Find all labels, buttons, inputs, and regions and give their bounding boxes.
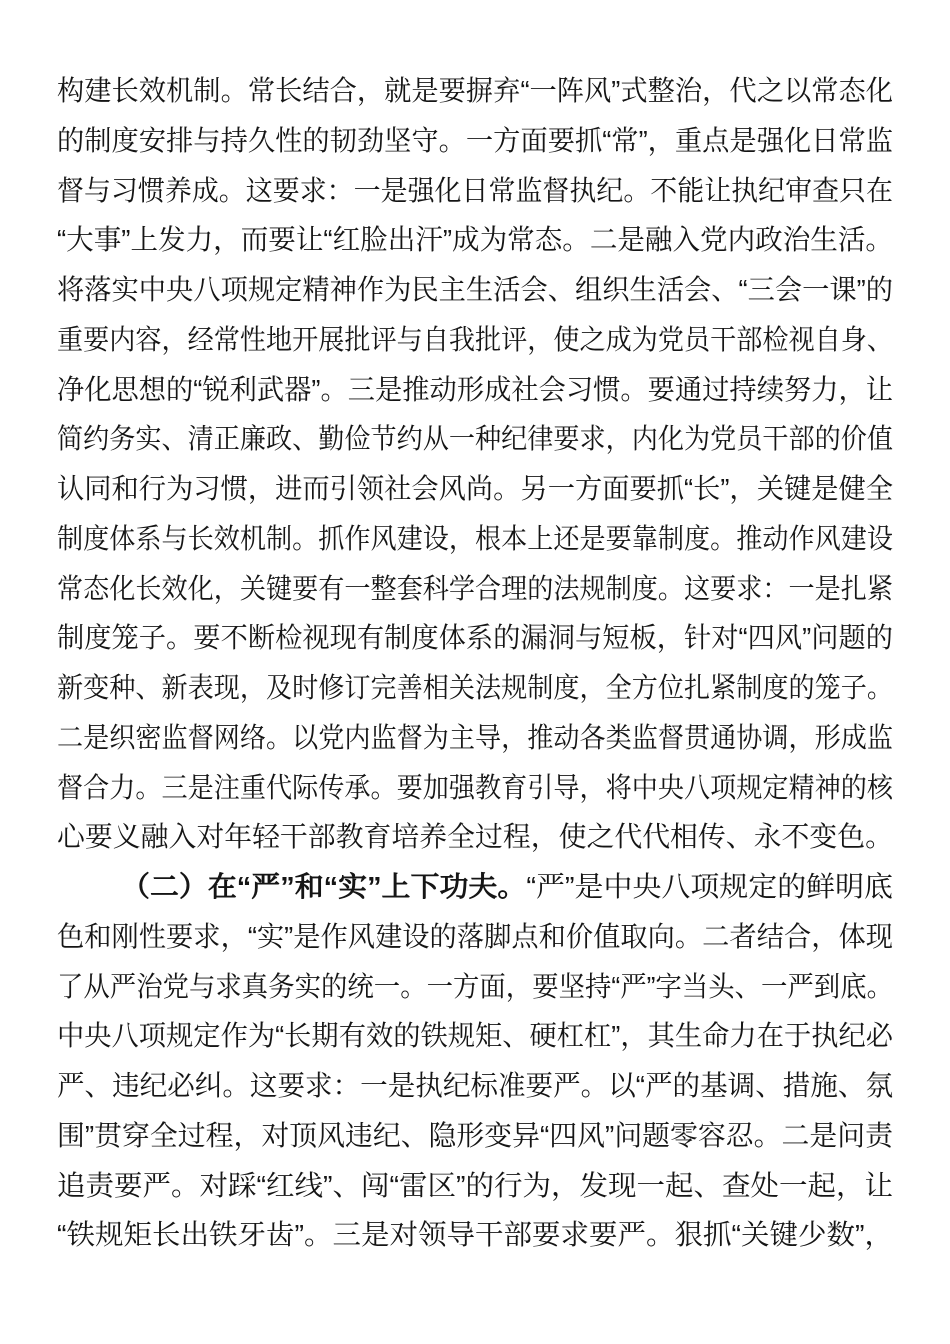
body-text-run: 二是织密监督网络。以党内监督为主导，推动各类监督贯通协调，形成监 — [57, 721, 893, 753]
text-line — [57, 315, 893, 365]
text-line — [57, 713, 893, 763]
text-line-content — [57, 1210, 893, 1260]
text-line-content — [57, 613, 893, 663]
body-text-run: 严、违纪必纠。这要求：一是执纪标准要严。以“严的基调、措施、氛 — [57, 1070, 893, 1101]
text-line — [57, 1111, 893, 1161]
text-line — [57, 464, 893, 514]
text-line-content — [57, 365, 893, 415]
text-line — [57, 365, 893, 415]
text-line — [57, 812, 893, 862]
section-heading-bold-run: （二）在“严”和“实”上下功夫。 — [121, 871, 527, 902]
body-text-run: 简约务实、清正廉政、勤俭节约从一种纪律要求，内化为党员干部的价值 — [57, 423, 893, 455]
text-line-content — [57, 713, 893, 763]
body-text-run: 制度笼子。要不断检视现有制度体系的漏洞与短板，针对“四风”问题的 — [57, 622, 893, 654]
text-line-content — [57, 763, 893, 813]
body-text-run: 色和刚性要求，“实”是作风建设的落脚点和价值取向。二者结合，体现 — [57, 920, 893, 952]
text-line-content — [57, 1011, 893, 1061]
text-line-content — [57, 66, 893, 116]
text-line — [57, 663, 893, 713]
body-text-run: 了从严治党与求真务实的统一。一方面，要坚持“严”字当头、一严到底。 — [57, 970, 893, 1002]
text-line-content — [57, 912, 893, 962]
text-line-content — [121, 862, 893, 912]
text-line — [57, 215, 893, 265]
text-line-content — [57, 315, 893, 365]
text-line — [57, 1161, 893, 1211]
text-line-content — [57, 265, 893, 315]
body-text-run: 常态化长效化，关键要有一整套科学合理的法规制度。这要求：一是扎紧 — [57, 572, 893, 604]
body-text-run: 心要义融入对年轻干部教育培养全过程，使之代代相传、永不变色。 — [57, 821, 893, 853]
body-text-run: 围”贯穿全过程，对顶风违纪、隐形变异“四风”问题零容忍。二是问责 — [57, 1119, 893, 1151]
text-line — [57, 912, 893, 962]
text-line-content — [57, 1061, 893, 1111]
text-line-content — [57, 514, 893, 564]
document-body — [57, 66, 893, 1260]
text-line — [57, 962, 893, 1012]
body-text-run: 构建长效机制。常长结合，就是要摒弃“一阵风”式整治，代之以常态化 — [57, 75, 893, 106]
body-text-run: 将落实中央八项规定精神作为民主生活会、组织生活会、“三会一课”的 — [57, 274, 893, 305]
text-line-content — [57, 1161, 893, 1211]
text-line — [57, 763, 893, 813]
body-text-run: 督合力。三是注重代际传承。要加强教育引导，将中央八项规定精神的核 — [57, 771, 893, 803]
text-line-content — [57, 414, 893, 464]
body-text-run: “严”是中央八项规定的鲜明底 — [526, 871, 893, 902]
text-line — [57, 613, 893, 663]
body-text-run: “大事”上发力，而要让“红脸出汗”成为常态。二是融入党内政治生活。 — [57, 224, 893, 256]
text-line — [57, 564, 893, 614]
text-line-content — [57, 812, 893, 862]
body-text-run: 重要内容，经常性地开展批评与自我批评，使之成为党员干部检视自身、 — [57, 323, 893, 355]
text-line — [57, 66, 893, 116]
text-line-content — [57, 464, 893, 514]
text-line — [57, 1210, 893, 1260]
body-text-run: 认同和行为习惯，进而引领社会风尚。另一方面要抓“长”，关键是健全 — [57, 473, 893, 504]
text-line-content — [57, 962, 893, 1012]
text-line-content — [57, 663, 893, 713]
text-line — [57, 1061, 893, 1111]
text-line-content — [57, 116, 893, 166]
body-text-run: “铁规矩长出铁牙齿”。三是对领导干部要求要严。狠抓“关键少数”， — [57, 1219, 893, 1251]
text-line — [57, 514, 893, 564]
text-line-content — [57, 564, 893, 614]
body-text-run: 追责要严。对踩“红线”、闯“雷区”的行为，发现一起、查处一起，让 — [57, 1169, 893, 1201]
text-line-content — [57, 166, 893, 216]
body-text-run: 的制度安排与持久性的韧劲坚守。一方面要抓“常”，重点是强化日常监 — [57, 124, 893, 156]
body-text-run: 中央八项规定作为“长期有效的铁规矩、硬杠杠”，其生命力在于执纪必 — [57, 1020, 893, 1052]
body-text-run: 制度体系与长效机制。抓作风建设，根本上还是要靠制度。推动作风建设 — [57, 522, 893, 554]
text-line — [57, 414, 893, 464]
text-line — [57, 166, 893, 216]
body-text-run: 督与习惯养成。这要求：一是强化日常监督执纪。不能让执纪审查只在 — [57, 174, 893, 206]
text-line — [57, 265, 893, 315]
text-line — [57, 116, 893, 166]
text-line-content — [57, 215, 893, 265]
body-text-run: 净化思想的“锐利武器”。三是推动形成社会习惯。要通过持续努力，让 — [57, 373, 893, 405]
text-line-content — [57, 1111, 893, 1161]
text-line — [57, 1011, 893, 1061]
body-text-run: 新变种、新表现，及时修订完善相关法规制度，全方位扎紧制度的笼子。 — [57, 672, 893, 703]
text-line — [57, 862, 893, 912]
